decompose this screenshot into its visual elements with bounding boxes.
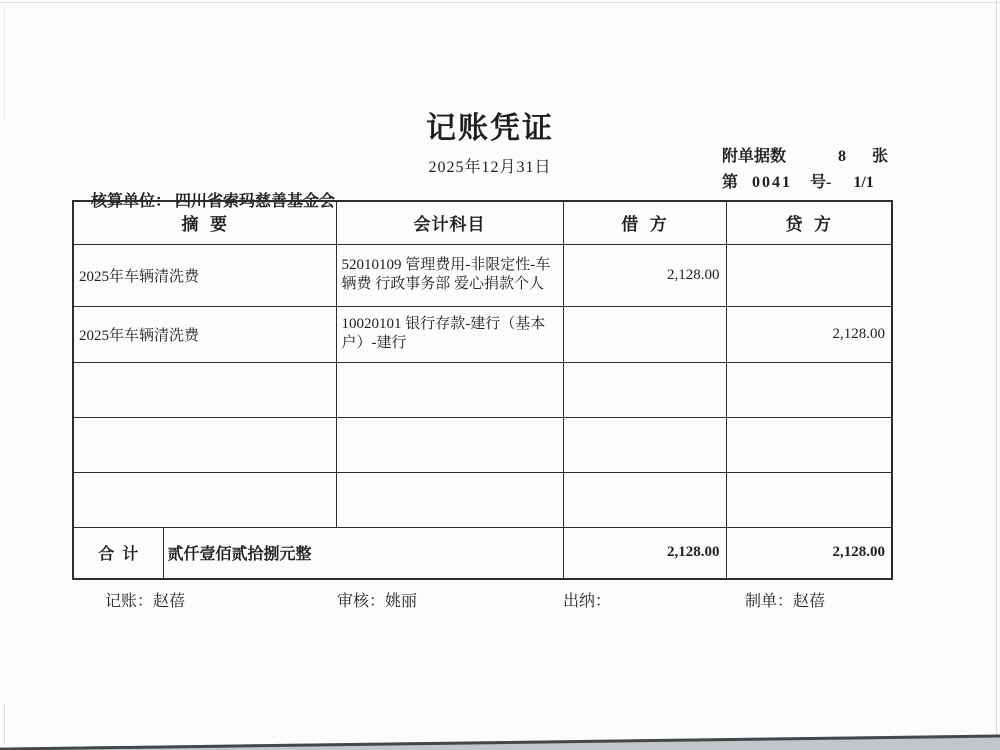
- reviewer-name: 姚丽: [385, 593, 418, 610]
- column-header-account: 会计科目: [336, 201, 563, 244]
- credit-cell: 2,128.00: [726, 306, 892, 362]
- amount-in-words: 贰仟壹佰贰拾捌元整: [163, 527, 563, 579]
- preparer-signature: [745, 588, 825, 611]
- scan-edge-left: [4, 8, 5, 118]
- table-row: [73, 417, 892, 472]
- voucher-date: 2025年12月31日: [428, 159, 552, 176]
- reviewer-signature: [337, 588, 417, 611]
- table-header-row: [73, 201, 892, 244]
- credit-cell: [726, 362, 892, 417]
- preparer-name: 赵蓓: [793, 593, 826, 610]
- voucher-table: [72, 200, 893, 580]
- total-row: [73, 527, 892, 579]
- page-title: 记账凭证: [426, 112, 554, 145]
- summary-cell: [73, 362, 336, 417]
- bookkeeper-label: 记账：: [105, 593, 154, 610]
- reviewer-label: 审核：: [337, 593, 386, 610]
- summary-cell: 2025年车辆清洗费: [73, 306, 336, 362]
- voucher-no: 0041: [752, 174, 793, 191]
- total-credit: 2,128.00: [726, 527, 892, 579]
- account-cell: [336, 472, 563, 527]
- column-header-summary: 摘 要: [73, 201, 336, 244]
- attachment-label: 附单据数: [722, 148, 787, 165]
- credit-cell: [726, 417, 892, 472]
- summary-cell: 2025年车辆清洗费: [73, 244, 336, 306]
- scan-edge-right: [996, 0, 997, 735]
- attachment-line: [722, 143, 922, 169]
- table-row: [73, 244, 892, 306]
- column-header-debit: 借 方: [563, 201, 726, 244]
- unit-name: 四川省索玛慈善基金会: [175, 193, 336, 210]
- account-cell: [336, 417, 563, 472]
- table-row: [73, 472, 892, 527]
- voucher-ref-block: [722, 143, 922, 195]
- preparer-label: 制单：: [745, 593, 794, 610]
- account-cell: 10020101 银行存款-建行（基本户）-建行: [336, 306, 563, 362]
- scan-bottom-edge: [0, 733, 1000, 750]
- total-label: 合 计: [73, 527, 163, 579]
- summary-cell: [73, 472, 336, 527]
- cashier-label: 出纳：: [563, 593, 612, 610]
- credit-cell: [726, 244, 892, 306]
- scan-edge-top: [0, 2, 1000, 3]
- credit-cell: [726, 472, 892, 527]
- column-header-credit: 贷 方: [726, 201, 892, 244]
- voucher-number-line: [722, 169, 922, 195]
- attachment-count: 8: [838, 148, 847, 165]
- signature-line: [0, 588, 1000, 612]
- debit-cell: [563, 306, 726, 362]
- scan-edge-left-bottom: [4, 704, 5, 744]
- unit-label: 核算单位：: [91, 193, 172, 210]
- total-debit: 2,128.00: [563, 527, 726, 579]
- table-row: [73, 306, 892, 362]
- debit-cell: [563, 472, 726, 527]
- table-row: [73, 362, 892, 417]
- bookkeeper-signature: [105, 588, 185, 611]
- bookkeeper-name: 赵蓓: [153, 593, 186, 610]
- voucher-no-prefix: 第: [722, 174, 739, 191]
- debit-cell: [563, 362, 726, 417]
- summary-cell: [73, 417, 336, 472]
- cashier-signature: [563, 588, 611, 611]
- attachment-unit: 张: [872, 148, 889, 165]
- account-cell: [336, 362, 563, 417]
- debit-cell: 2,128.00: [563, 244, 726, 306]
- voucher-no-suffix: 号-: [810, 174, 832, 191]
- voucher-page-number: 1/1: [853, 174, 874, 191]
- debit-cell: [563, 417, 726, 472]
- account-cell: 52010109 管理费用-非限定性-车辆费 行政事务部 爱心捐款个人: [336, 244, 563, 306]
